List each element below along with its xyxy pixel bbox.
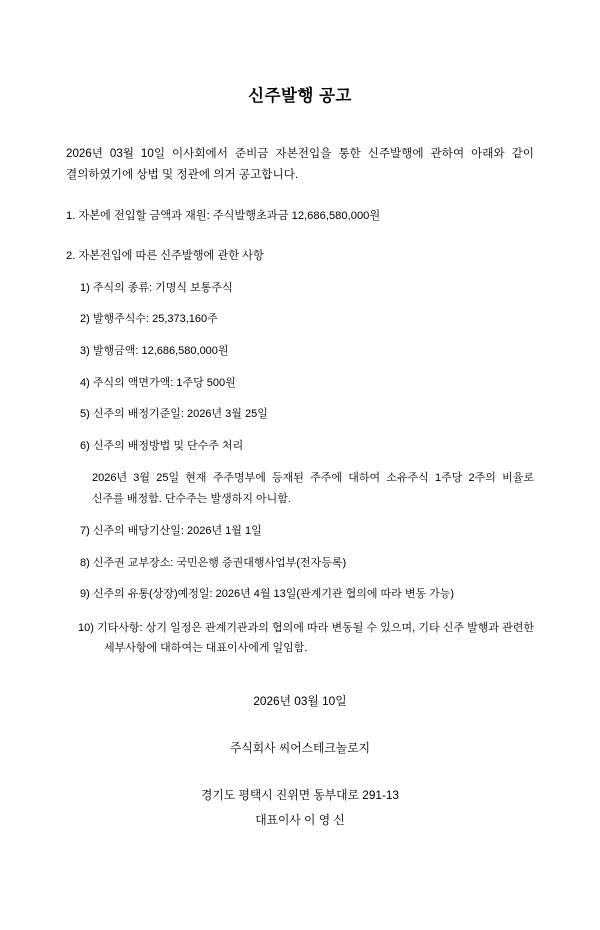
item-7: 7) 신주의 배당기산일: 2026년 1월 1일 [80,524,262,537]
item-6: 6) 신주의 배정방법 및 단수주 처리 [80,439,244,452]
intro-paragraph: 2026년 03월 10일 이사회에서 준비금 자본전입을 통한 신주발행에 관하여 아래와 같이 결의하였기에 상법 및 정관에 의거 공고합니다. [66,147,534,182]
document-page [0,82,600,930]
item-6-detail: 2026년 3월 25일 현재 주주명부에 등재된 주주에 대하여 소유주식 1주당 2주의 비율로 신주를 배정함. 단수주는 발생하지 아니함. [92,472,534,505]
signature-company: 주식회사 씨어스테크놀로지 [229,741,371,756]
item-4: 4) 주식의 액면가액: 1주당 500원 [80,376,236,389]
item-9: 9) 신주의 유통(상장)예정일: 2026년 4월 13일(관계기관 협의에 따라 변동 가능) [80,588,455,601]
signature-ceo: 대표이사 이 영 신 [255,813,345,828]
page-title: 신주발행 공고 [248,87,352,105]
signature-date: 2026년 03월 10일 [253,694,347,709]
item-5: 5) 신주의 배정기준일: 2026년 3월 25일 [80,408,268,421]
item-10: 10) 기타사항: 상기 일정은 관계기관과의 협의에 따라 변동될 수 있으며, 기타 신주 발행과 관련한 세부사항에 대하여는 대표이사에게 일임함. [78,621,534,655]
item-1: 1) 주식의 종류: 기명식 보통주식 [80,281,233,294]
signature-address: 경기도 평택시 진위면 동부대로 291-13 [201,788,399,803]
item-2: 2) 발행주식수: 25,373,160주 [80,313,218,326]
section-2: 2. 자본전입에 따른 신주발행에 관한 사항 [66,249,264,262]
item-3: 3) 발행금액: 12,686,580,000원 [80,344,229,357]
item-8: 8) 신주권 교부장소: 국민은행 증권대행사업부(전자등록) [80,556,347,569]
section-1: 1. 자본에 전입할 금액과 재원: 주식발행초과금 12,686,580,000원 [66,209,381,222]
